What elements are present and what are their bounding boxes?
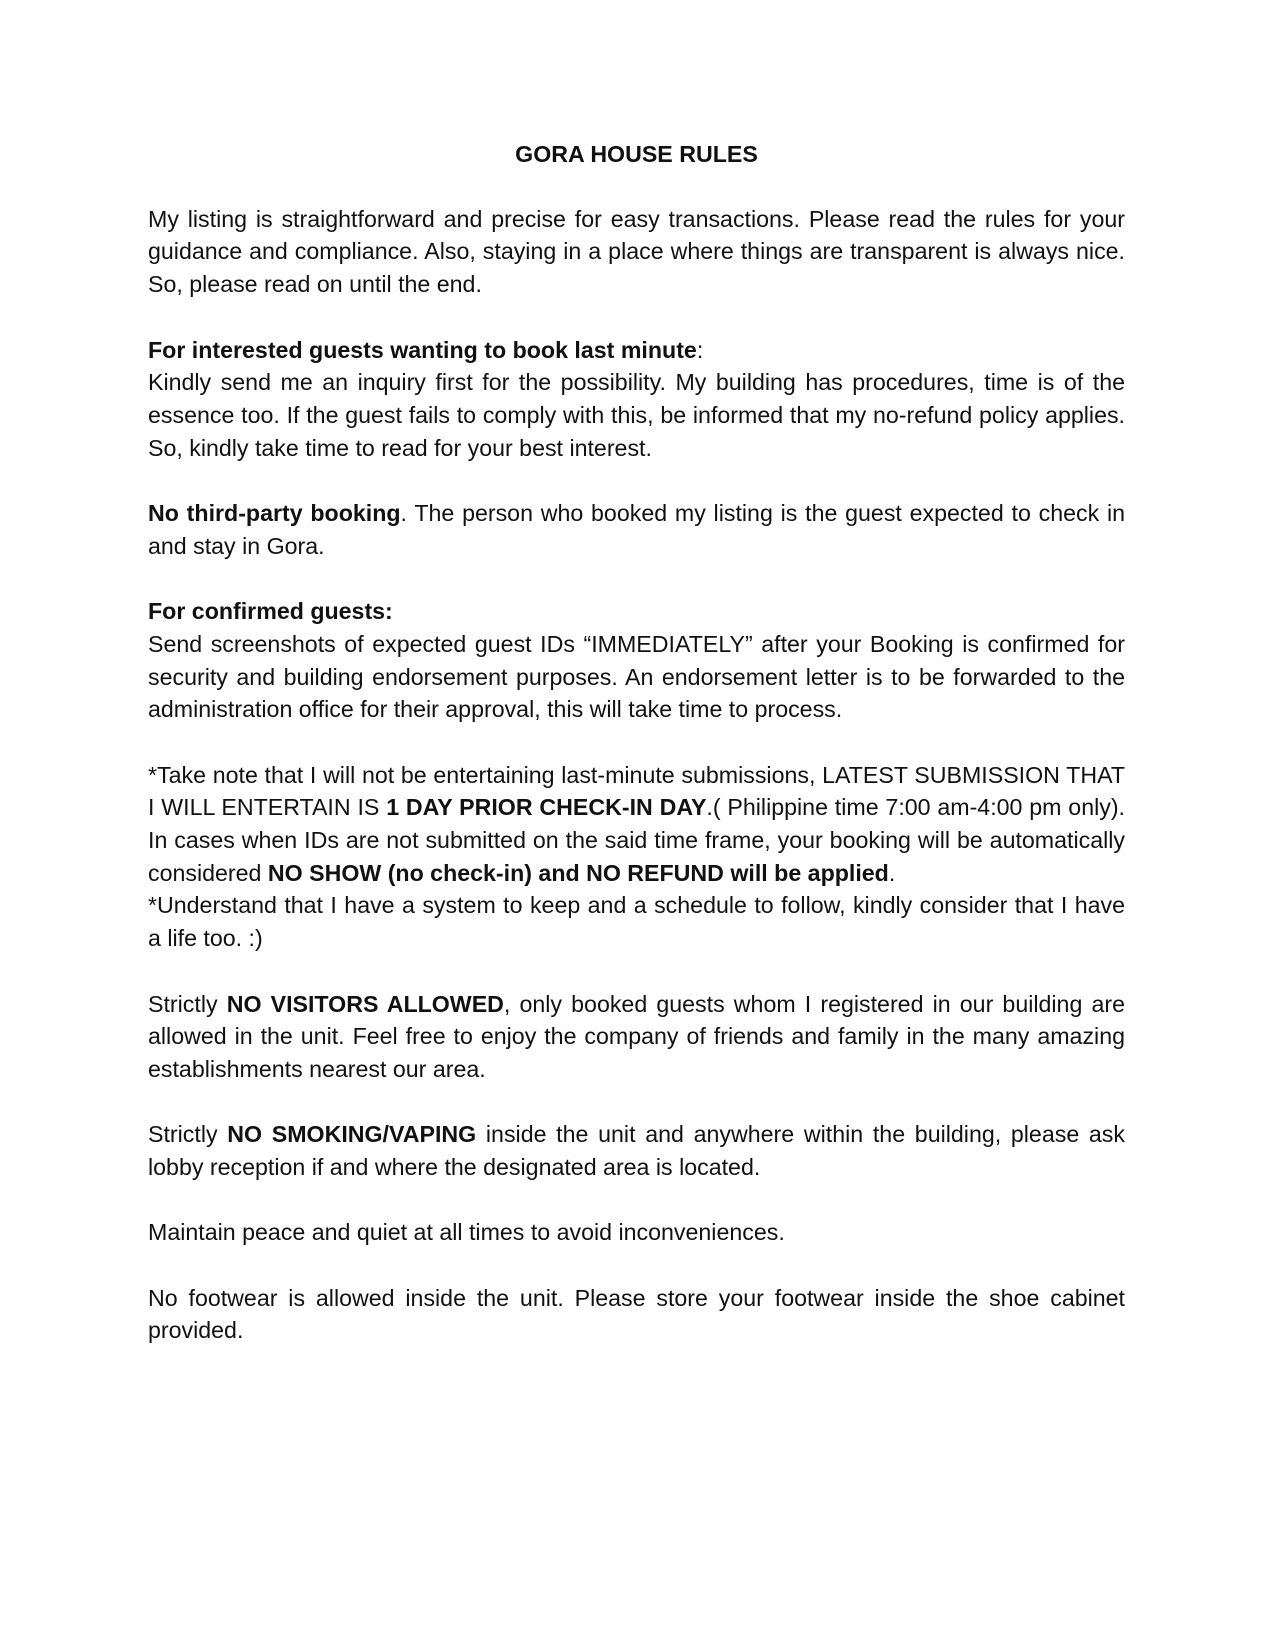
- no-smoking-paragraph: [148, 1118, 1125, 1183]
- intro-paragraph: My listing is straightforward and precise for easy transactions. Please read the rules for your guidance and compliance. Also, staying in a place where things are transparent is always nice. So, please read on until the end.: [148, 205, 1125, 298]
- last-minute-heading: For interested guests wanting to book last minute: [148, 336, 697, 363]
- take-note-section: [148, 759, 1125, 955]
- third-party-paragraph: [148, 497, 1125, 562]
- no-smoking-pre: Strictly: [148, 1121, 228, 1148]
- last-minute-heading-line: [148, 334, 1125, 367]
- document-title: GORA HOUSE RULES: [515, 141, 758, 167]
- footwear-paragraph: No footwear is allowed inside the unit. Please store your footwear inside the shoe cabinet provided.: [148, 1284, 1125, 1344]
- quiet-paragraph: Maintain peace and quiet at all times to avoid inconveniences.: [148, 1219, 785, 1246]
- third-party-bold: No third-party booking: [148, 500, 401, 526]
- no-visitors-pre: Strictly: [148, 990, 227, 1017]
- take-note-paragraph: [148, 759, 1125, 890]
- take-note-text-1: *Take note that I will not be entertaining last-minute submissions, LATEST SUBMISSION THAT I WILL ENTERTAIN IS: [148, 761, 1125, 821]
- take-note-bold-no-show: NO SHOW (no check-in) and NO REFUND will be applied: [267, 859, 889, 886]
- third-party-text: . The person who booked my listing is the guest expected to check in and stay in Gora.: [148, 500, 1125, 559]
- no-visitors-paragraph: [148, 988, 1125, 1086]
- last-minute-section: [148, 334, 1125, 465]
- confirmed-guests-section: [148, 595, 1125, 726]
- document-page: [148, 138, 1125, 1347]
- understand-paragraph: *Understand that I have a system to keep and a schedule to follow, kindly consider that I have a life too. :): [148, 892, 1125, 952]
- last-minute-body: Kindly send me an inquiry first for the possibility. My building has procedures, time is of the essence too. If the guest fails to comply with this, be informed that my no-refund policy applies. So, kindly take time to read for your best interest.: [148, 369, 1125, 461]
- take-note-bold-deadline: 1 DAY PRIOR CHECK-IN DAY: [386, 794, 707, 821]
- no-visitors-text: , only booked guests whom I registered in our building are allowed in the unit. Feel free to enjoy the company of friends and family in the many amazing establishments nearest our area.: [148, 990, 1125, 1082]
- confirmed-guests-body: Send screenshots of expected guest IDs “IMMEDIATELY” after your Booking is confirmed for security and building endorsement purposes. An endorsement letter is to be forwarded to the administration office for their approval, this will take time to process.: [148, 630, 1125, 723]
- no-smoking-text: inside the unit and anywhere within the building, please ask lobby reception if and where the designated area is located.: [148, 1121, 1125, 1180]
- last-minute-heading-suffix: :: [696, 336, 704, 363]
- take-note-text-2: .( Philippine time 7:00 am-4:00 pm only). In cases when IDs are not submitted on the said time frame, your booking will be automatically considered: [148, 794, 1126, 886]
- take-note-text-3: .: [888, 859, 896, 886]
- no-smoking-bold: NO SMOKING/VAPING: [227, 1121, 477, 1148]
- no-visitors-bold: NO VISITORS ALLOWED: [226, 990, 504, 1017]
- confirmed-guests-heading: For confirmed guests:: [148, 598, 393, 625]
